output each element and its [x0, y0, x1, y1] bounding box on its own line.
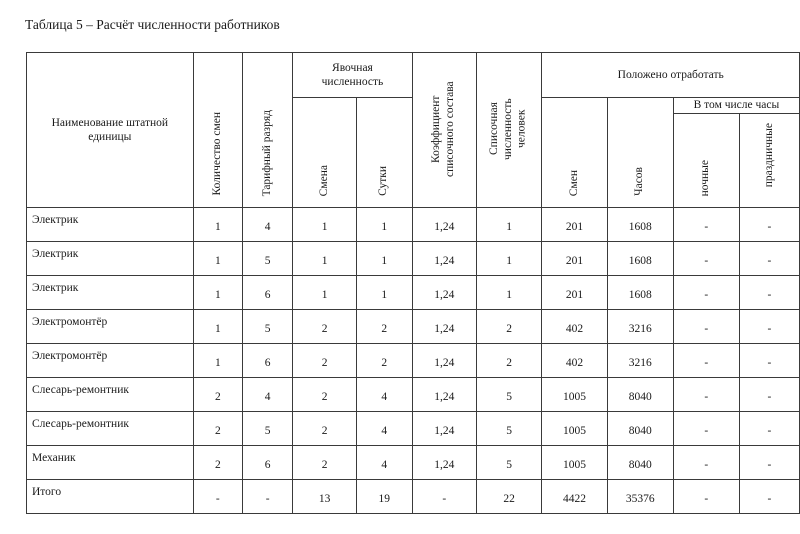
- cell-holiday: -: [739, 242, 799, 276]
- cell-list: 1: [476, 242, 542, 276]
- header-incl: [673, 98, 799, 114]
- cell-hours: 8040: [607, 412, 673, 446]
- cell-night: -: [673, 344, 739, 378]
- cell-night: -: [673, 378, 739, 412]
- cell-shifts: 2: [193, 412, 242, 446]
- table-row: [27, 412, 800, 446]
- header-worked-shifts: [542, 98, 607, 208]
- header-list-text: Списочная численность человек: [488, 97, 529, 160]
- cell-smen: 1005: [542, 412, 607, 446]
- cell-grade: 6: [242, 276, 292, 310]
- header-coef-text: Коэффициент списочного состава: [430, 80, 457, 177]
- cell-shifts: 2: [193, 446, 242, 480]
- header-grade: [242, 53, 292, 208]
- table-row: [27, 242, 800, 276]
- header-holiday: [739, 114, 799, 208]
- header-incl-text: В том числе часы: [693, 99, 780, 112]
- cell-hours: 1608: [607, 242, 673, 276]
- cell-att-shift: 2: [293, 378, 357, 412]
- cell-name: Итого: [27, 480, 194, 514]
- cell-night: -: [673, 412, 739, 446]
- table-row: [27, 446, 800, 480]
- header-att-day-text: Сутки: [377, 166, 390, 196]
- cell-grade: 4: [242, 378, 292, 412]
- cell-shifts: -: [193, 480, 242, 514]
- cell-coef: 1,24: [412, 276, 476, 310]
- header-night: [673, 114, 739, 208]
- cell-att-day: 1: [356, 208, 412, 242]
- cell-night: -: [673, 480, 739, 514]
- cell-shifts: 1: [193, 276, 242, 310]
- cell-holiday: -: [739, 208, 799, 242]
- table-row: [27, 378, 800, 412]
- cell-holiday: -: [739, 412, 799, 446]
- cell-att-shift: 2: [293, 344, 357, 378]
- header-night-text: ночные: [699, 159, 712, 196]
- cell-name: Электрик: [27, 242, 194, 276]
- cell-list: 5: [476, 412, 542, 446]
- cell-list: 1: [476, 208, 542, 242]
- header-worked-hours: [607, 98, 673, 208]
- cell-list: 2: [476, 344, 542, 378]
- header-holiday-text: праздничные: [762, 122, 775, 188]
- cell-att-day: 19: [356, 480, 412, 514]
- cell-coef: 1,24: [412, 310, 476, 344]
- header-name-text: Наименование штатной единицы: [51, 116, 169, 143]
- cell-hours: 1608: [607, 208, 673, 242]
- table-row: [27, 276, 800, 310]
- cell-att-day: 4: [356, 446, 412, 480]
- cell-holiday: -: [739, 378, 799, 412]
- cell-list: 1: [476, 276, 542, 310]
- cell-smen: 402: [542, 310, 607, 344]
- cell-grade: 5: [242, 242, 292, 276]
- cell-name: Электрик: [27, 276, 194, 310]
- cell-coef: 1,24: [412, 242, 476, 276]
- cell-att-shift: 1: [293, 276, 357, 310]
- header-att-shift-text: Смена: [317, 164, 330, 196]
- header-list: [476, 53, 542, 208]
- cell-holiday: -: [739, 480, 799, 514]
- cell-smen: 1005: [542, 446, 607, 480]
- cell-coef: 1,24: [412, 412, 476, 446]
- cell-grade: 5: [242, 310, 292, 344]
- cell-shifts: 1: [193, 208, 242, 242]
- header-grade-text: Тарифный разряд: [260, 109, 273, 196]
- cell-name: Электромонтёр: [27, 344, 194, 378]
- header-coef: [412, 53, 476, 208]
- cell-att-shift: 1: [293, 242, 357, 276]
- cell-coef: 1,24: [412, 446, 476, 480]
- cell-name: Слесарь-ремонтник: [27, 378, 194, 412]
- cell-att-day: 1: [356, 242, 412, 276]
- cell-holiday: -: [739, 344, 799, 378]
- cell-att-shift: 2: [293, 412, 357, 446]
- header-attendance: [293, 53, 412, 98]
- header-att-shift: [293, 98, 357, 208]
- cell-smen: 201: [542, 276, 607, 310]
- cell-hours: 8040: [607, 378, 673, 412]
- cell-shifts: 1: [193, 344, 242, 378]
- cell-att-day: 4: [356, 412, 412, 446]
- cell-att-shift: 13: [293, 480, 357, 514]
- table-row: [27, 208, 800, 242]
- cell-att-day: 1: [356, 276, 412, 310]
- cell-night: -: [673, 208, 739, 242]
- cell-holiday: -: [739, 310, 799, 344]
- header-att-day: [356, 98, 412, 208]
- cell-att-day: 2: [356, 310, 412, 344]
- cell-name: Электрик: [27, 208, 194, 242]
- header-worked-hours-text: Часов: [633, 167, 646, 196]
- cell-att-shift: 2: [293, 446, 357, 480]
- staff-count-table: [26, 52, 800, 514]
- cell-coef: 1,24: [412, 208, 476, 242]
- cell-smen: 402: [542, 344, 607, 378]
- cell-att-day: 4: [356, 378, 412, 412]
- cell-grade: 4: [242, 208, 292, 242]
- cell-grade: 6: [242, 344, 292, 378]
- cell-coef: -: [412, 480, 476, 514]
- cell-smen: 1005: [542, 378, 607, 412]
- header-name: [27, 53, 194, 208]
- cell-night: -: [673, 242, 739, 276]
- table-caption: Таблица 5 – Расчёт численности работников: [25, 17, 280, 32]
- table-total-row: [27, 480, 800, 514]
- header-worked-shifts-text: Смен: [567, 169, 580, 196]
- cell-hours: 3216: [607, 344, 673, 378]
- cell-grade: 6: [242, 446, 292, 480]
- header-shifts-count: [193, 53, 242, 208]
- header-worked-text: Положено отработать: [617, 68, 724, 81]
- cell-list: 5: [476, 446, 542, 480]
- cell-night: -: [673, 276, 739, 310]
- cell-name: Электромонтёр: [27, 310, 194, 344]
- cell-shifts: 1: [193, 242, 242, 276]
- cell-smen: 201: [542, 242, 607, 276]
- header-worked: [542, 53, 800, 98]
- cell-hours: 35376: [607, 480, 673, 514]
- cell-holiday: -: [739, 276, 799, 310]
- cell-name: Слесарь-ремонтник: [27, 412, 194, 446]
- header-attendance-text: Явочная численность: [321, 61, 384, 88]
- cell-att-shift: 2: [293, 310, 357, 344]
- cell-list: 22: [476, 480, 542, 514]
- cell-smen: 201: [542, 208, 607, 242]
- cell-shifts: 2: [193, 378, 242, 412]
- cell-att-day: 2: [356, 344, 412, 378]
- cell-coef: 1,24: [412, 344, 476, 378]
- cell-shifts: 1: [193, 310, 242, 344]
- cell-night: -: [673, 310, 739, 344]
- header-shifts-count-text: Количество смен: [210, 112, 223, 196]
- cell-grade: 5: [242, 412, 292, 446]
- cell-holiday: -: [739, 446, 799, 480]
- cell-hours: 8040: [607, 446, 673, 480]
- table-row: [27, 310, 800, 344]
- cell-hours: 1608: [607, 276, 673, 310]
- cell-grade: -: [242, 480, 292, 514]
- table-row: [27, 344, 800, 378]
- cell-coef: 1,24: [412, 378, 476, 412]
- cell-list: 5: [476, 378, 542, 412]
- cell-night: -: [673, 446, 739, 480]
- cell-name: Механик: [27, 446, 194, 480]
- cell-hours: 3216: [607, 310, 673, 344]
- cell-smen: 4422: [542, 480, 607, 514]
- cell-att-shift: 1: [293, 208, 357, 242]
- cell-list: 2: [476, 310, 542, 344]
